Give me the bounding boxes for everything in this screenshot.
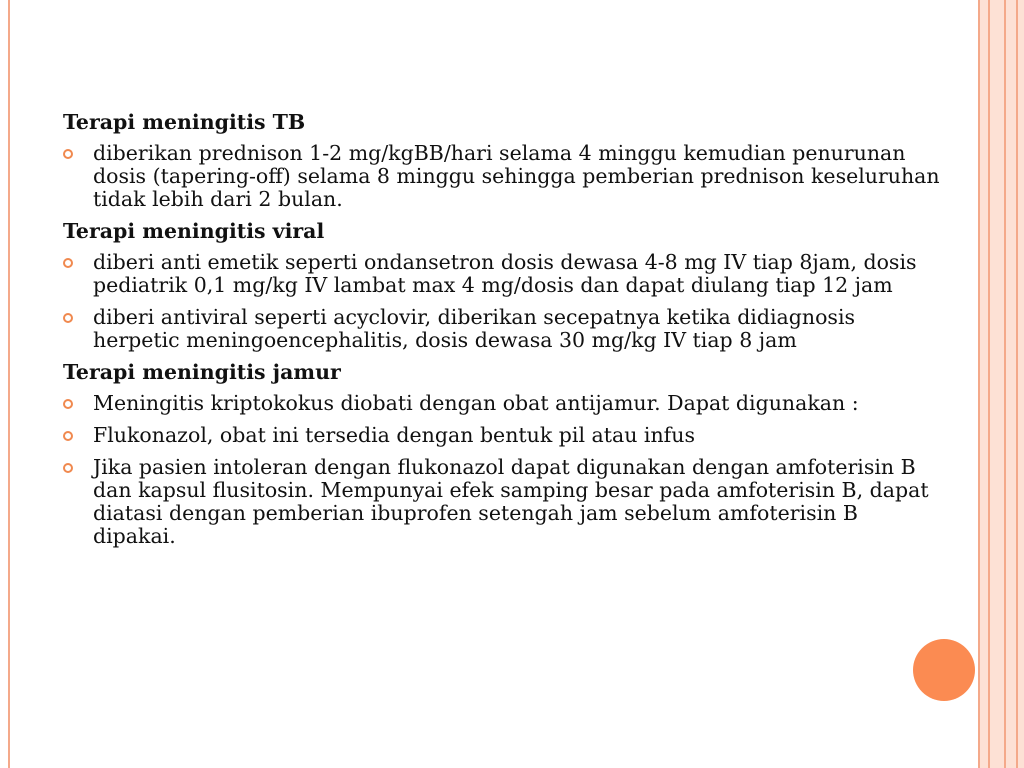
slide-frame-right-line bbox=[978, 0, 980, 768]
list-item-text: diberikan prednison 1-2 mg/kgBB/hari selama 4 minggu kemudian penurunan dosis (tapering-off) selama 8 minggu sehingga pemberian prednison keseluruhan tidak lebih dari 2 bulan. bbox=[93, 141, 940, 211]
bullet-icon bbox=[63, 399, 73, 409]
slide-frame-right-line bbox=[1016, 0, 1018, 768]
accent-circle bbox=[913, 639, 975, 701]
bullet-icon bbox=[63, 258, 73, 268]
slide-content bbox=[63, 111, 943, 557]
list-item-text: Meningitis kriptokokus diobati dengan obat antijamur. Dapat digunakan : bbox=[93, 391, 859, 415]
list-item bbox=[63, 424, 943, 447]
list-item-text: Jika pasien intoleran dengan flukonazol dapat digunakan dengan amfoterisin B dan kapsul flusitosin. Mempunyai efek samping besar pada amfoterisin B, dapat diatasi dengan pemberian ibuprofen setengah jam sebelum amfoterisin B dipakai. bbox=[93, 455, 929, 548]
list-item bbox=[63, 456, 943, 548]
section-heading-jamur: Terapi meningitis jamur bbox=[63, 360, 341, 384]
list-item-text: diberi antiviral seperti acyclovir, diberikan secepatnya ketika didiagnosis herpetic meningoencephalitis, dosis dewasa 30 mg/kg IV tiap 8 jam bbox=[93, 305, 856, 352]
list-item bbox=[63, 251, 943, 297]
list-item bbox=[63, 306, 943, 352]
bullet-icon bbox=[63, 463, 73, 473]
bullet-icon bbox=[63, 149, 73, 159]
slide-frame-right-line bbox=[1004, 0, 1006, 768]
list-item bbox=[63, 142, 943, 211]
list-item bbox=[63, 392, 943, 415]
slide-frame-right-line bbox=[988, 0, 990, 768]
section-heading-tb: Terapi meningitis TB bbox=[63, 110, 306, 134]
list-item-text: Flukonazol, obat ini tersedia dengan bentuk pil atau infus bbox=[93, 423, 695, 447]
bullet-icon bbox=[63, 313, 73, 323]
bullet-icon bbox=[63, 431, 73, 441]
section-heading-viral: Terapi meningitis viral bbox=[63, 219, 325, 243]
list-item-text: diberi anti emetik seperti ondansetron dosis dewasa 4-8 mg IV tiap 8jam, dosis pediatrik 0,1 mg/kg IV lambat max 4 mg/dosis dan dapat diulang tiap 12 jam bbox=[93, 250, 917, 297]
slide-frame-left-line bbox=[8, 0, 10, 768]
